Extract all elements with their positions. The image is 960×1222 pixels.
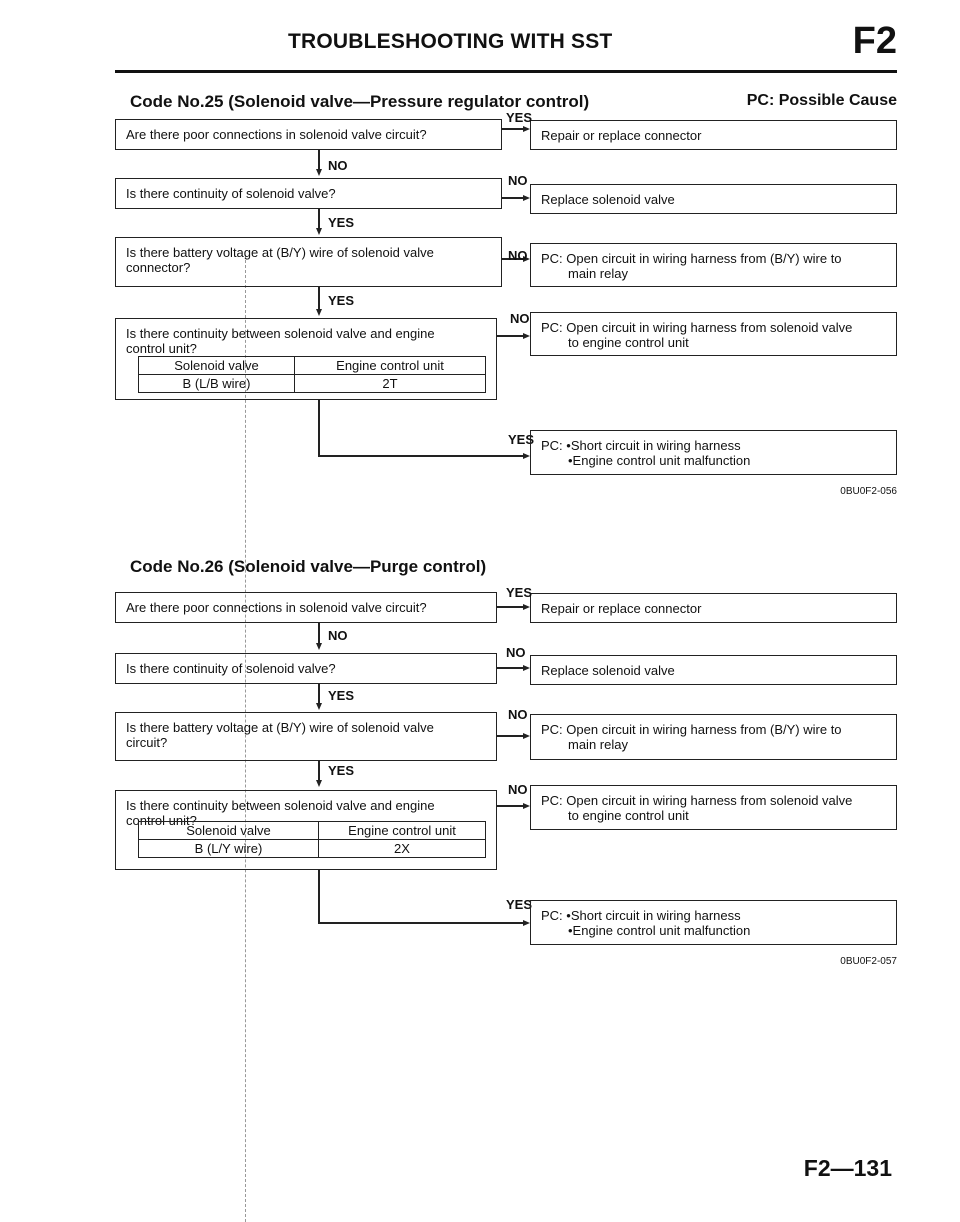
- branch-line: [497, 805, 523, 807]
- table-header-cell: Solenoid valve: [139, 357, 295, 375]
- branch-label: NO: [508, 248, 528, 263]
- table-cell: 2T: [295, 375, 486, 393]
- arrow-right-icon: [523, 733, 530, 739]
- text-line: main relay: [568, 266, 628, 281]
- text-line: Replace solenoid valve: [541, 192, 675, 207]
- arrow-right-icon: [523, 803, 530, 809]
- answer-box: [530, 312, 897, 356]
- text-line: Is there battery voltage at (B/Y) wire of solenoid valve: [126, 720, 434, 735]
- table-header-cell: Engine control unit: [319, 822, 486, 840]
- question-box: [115, 790, 497, 870]
- answer-box: [530, 593, 897, 623]
- question-box: [115, 237, 502, 287]
- figure-code: 0BU0F2-057: [840, 956, 897, 967]
- text-line: •Engine control unit malfunction: [568, 453, 751, 468]
- connector-table: [138, 821, 486, 858]
- branch-label: YES: [506, 897, 533, 912]
- answer-box: [530, 243, 897, 287]
- text-line: Are there poor connections in solenoid valve circuit?: [126, 600, 427, 615]
- arrow-right-icon: [523, 920, 530, 926]
- arrow-down-icon: [316, 228, 322, 235]
- text-line: main relay: [568, 737, 628, 752]
- down-line: [318, 761, 320, 781]
- down-line: [318, 150, 320, 170]
- branch-label: YES: [506, 110, 533, 125]
- arrow-down-icon: [316, 780, 322, 787]
- arrow-right-icon: [523, 665, 530, 671]
- final-down-line: [318, 870, 320, 922]
- question-box: [115, 653, 497, 684]
- final-branch-line: [318, 922, 523, 924]
- text-line: PC: Open circuit in wiring harness from (B/Y) wire to: [541, 251, 842, 266]
- text-line: PC: •Short circuit in wiring harness: [541, 438, 741, 453]
- text-line: •Engine control unit malfunction: [568, 923, 751, 938]
- down-label: YES: [328, 763, 355, 778]
- arrow-right-icon: [523, 195, 530, 201]
- question-box: [115, 178, 502, 209]
- table-header-cell: Solenoid valve: [139, 822, 319, 840]
- branch-line: [497, 335, 523, 337]
- branch-line: [497, 735, 523, 737]
- text-line: Repair or replace connector: [541, 128, 702, 143]
- header-rule: [115, 70, 897, 73]
- branch-label: NO: [508, 707, 528, 722]
- down-line: [318, 623, 320, 644]
- text-line: to engine control unit: [568, 335, 689, 350]
- down-label: YES: [328, 215, 355, 230]
- table-header-cell: Engine control unit: [295, 357, 486, 375]
- branch-label: NO: [506, 645, 526, 660]
- pc-legend: PC: Possible Cause: [746, 92, 897, 109]
- down-line: [318, 287, 320, 310]
- connector-table: [138, 356, 486, 393]
- text-line: Repair or replace connector: [541, 601, 702, 616]
- figure-code: 0BU0F2-056: [840, 486, 897, 497]
- table-cell: B (L/B wire): [139, 375, 295, 393]
- page-number: F2—131: [803, 1155, 892, 1181]
- arrow-right-icon: [523, 453, 530, 459]
- branch-label: YES: [508, 432, 535, 447]
- answer-box: [530, 120, 897, 150]
- text-line: circuit?: [126, 735, 168, 750]
- arrow-down-icon: [316, 703, 322, 710]
- arrow-right-icon: [523, 126, 530, 132]
- text-line: Is there battery voltage at (B/Y) wire of solenoid valve: [126, 245, 434, 260]
- table-cell: B (L/Y wire): [139, 840, 319, 858]
- table-cell: 2X: [319, 840, 486, 858]
- down-label: NO: [328, 628, 348, 643]
- branch-line: [497, 667, 523, 669]
- text-line: connector?: [126, 260, 191, 275]
- down-line: [318, 684, 320, 704]
- branch-line: [502, 197, 523, 199]
- text-line: Are there poor connections in solenoid valve circuit?: [126, 127, 427, 142]
- down-line: [318, 209, 320, 229]
- down-label: YES: [328, 293, 355, 308]
- branch-label: NO: [510, 311, 530, 326]
- branch-label: NO: [508, 173, 528, 188]
- answer-box: [530, 655, 897, 685]
- section-title: Code No.26 (Solenoid valve—Purge control): [130, 557, 487, 576]
- text-line: Replace solenoid valve: [541, 663, 675, 678]
- text-line: Is there continuity between solenoid valve and engine: [126, 326, 435, 341]
- branch-label: YES: [506, 585, 533, 600]
- arrow-down-icon: [316, 309, 322, 316]
- down-label: YES: [328, 688, 355, 703]
- text-line: PC: Open circuit in wiring harness from solenoid valve: [541, 793, 853, 808]
- text-line: PC: Open circuit in wiring harness from solenoid valve: [541, 320, 853, 335]
- branch-line: [502, 128, 523, 130]
- text-line: control unit?: [126, 813, 197, 828]
- text-line: Is there continuity of solenoid valve?: [126, 186, 336, 201]
- text-line: Is there continuity between solenoid valve and engine: [126, 798, 435, 813]
- down-label: NO: [328, 158, 348, 173]
- text-line: PC: •Short circuit in wiring harness: [541, 908, 741, 923]
- answer-box: [530, 785, 897, 830]
- text-line: PC: Open circuit in wiring harness from (B/Y) wire to: [541, 722, 842, 737]
- text-line: to engine control unit: [568, 808, 689, 823]
- section-title: Code No.25 (Solenoid valve—Pressure regulator control): [130, 92, 590, 111]
- answer-box: [530, 900, 897, 945]
- final-down-line: [318, 400, 320, 455]
- question-box: [115, 712, 497, 761]
- page-header-title: TROUBLESHOOTING WITH SST: [288, 30, 613, 53]
- final-branch-line: [318, 455, 523, 457]
- section-code: F2: [852, 20, 897, 62]
- arrow-down-icon: [316, 169, 322, 176]
- text-line: Is there continuity of solenoid valve?: [126, 661, 336, 676]
- answer-box: [530, 184, 897, 214]
- arrow-down-icon: [316, 643, 322, 650]
- branch-line: [497, 606, 523, 608]
- branch-label: NO: [508, 782, 528, 797]
- question-box: [115, 592, 497, 623]
- answer-box: [530, 714, 897, 760]
- arrow-right-icon: [523, 604, 530, 610]
- arrow-right-icon: [523, 333, 530, 339]
- question-box: [115, 318, 497, 400]
- answer-box: [530, 430, 897, 475]
- text-line: control unit?: [126, 341, 197, 356]
- question-box: [115, 119, 502, 150]
